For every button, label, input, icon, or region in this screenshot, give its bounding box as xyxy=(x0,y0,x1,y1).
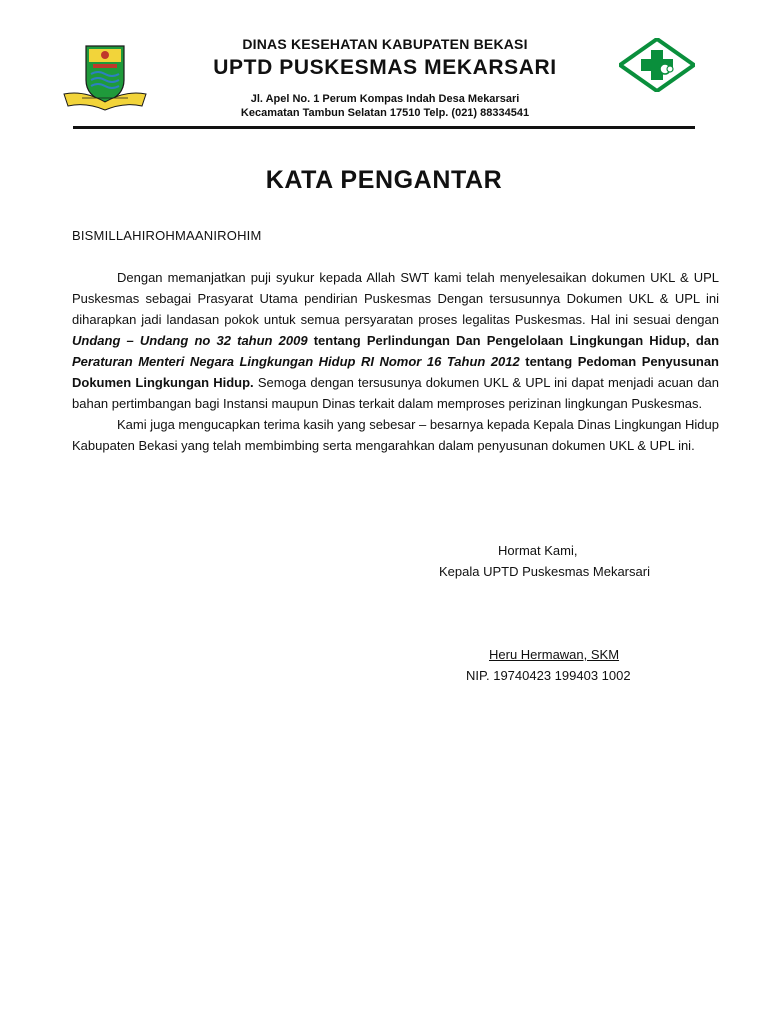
p1-text-4: Semoga dengan tersusunya dokumen UKL & UPL ini dapat menjadi acuan dan bahan pertimbangan bagi Instansi maupun Dinas terkait dalam memproses perizinan lingkungan Puskesmas. xyxy=(72,375,720,411)
address-line-1: Jl. Apel No. 1 Perum Kompas Indah Desa Mekarsari xyxy=(250,93,520,105)
law-reference-1: Undang – Undang no 32 tahun 2009 xyxy=(72,333,308,348)
p1-text-1: Dengan memanjatkan puji syukur kepada Allah SWT kami telah menyelesaikan dokumen UKL & UPL Puskesmas sebagai Prasyarat Utama pendirian Puskesmas Dengan tersusunnya Dokumen UKL & UPL ini diharapkan jadi landasan pokok untuk semua persyaratan proses legalitas Puskesmas. Hal ini sesuai dengan xyxy=(72,270,719,327)
opening-salutation: BISMILLAHIROHMAANIROHIM xyxy=(72,228,262,243)
unit-name: UPTD PUSKESMAS MEKARSARI xyxy=(213,56,557,79)
org-name: DINAS KESEHATAN KABUPATEN BEKASI xyxy=(242,36,528,52)
signer-name: Heru Hermawan, SKM xyxy=(489,647,620,662)
signer-position: Kepala UPTD Puskesmas Mekarsari xyxy=(439,564,650,579)
paragraph-2: Kami juga mengucapkan terima kasih yang sebesar – besarnya kepada Kepala Dinas Lingkungan Hidup Kabupaten Bekasi yang telah membimbing serta mengarahkan dalam penyusunan dokumen UKL & UPL ini. xyxy=(72,417,719,453)
p1-text-3: tentang Pedoman Penyusunan Dokumen Lingkungan Hidup. xyxy=(72,354,719,390)
signer-nip: NIP. 19740423 199403 1002 xyxy=(466,668,631,683)
document-title: KATA PENGANTAR xyxy=(265,166,503,194)
paragraph-1 xyxy=(72,267,719,414)
closing-phrase: Hormat Kami, xyxy=(498,543,578,558)
p1-text-2: tentang Perlindungan Dan Pengelolaan Lingkungan Hidup, dan xyxy=(307,333,720,348)
document-body xyxy=(72,267,719,456)
letterhead-divider xyxy=(73,126,695,129)
law-reference-2: Peraturan Menteri Negara Lingkungan Hidup RI Nomor 16 Tahun 2012 xyxy=(72,354,520,369)
address-line-2: Kecamatan Tambun Selatan 17510 Telp. (021) 88334541 xyxy=(240,107,530,119)
puskesmas-cross-icon xyxy=(619,38,695,92)
regency-crest-icon xyxy=(60,40,150,112)
